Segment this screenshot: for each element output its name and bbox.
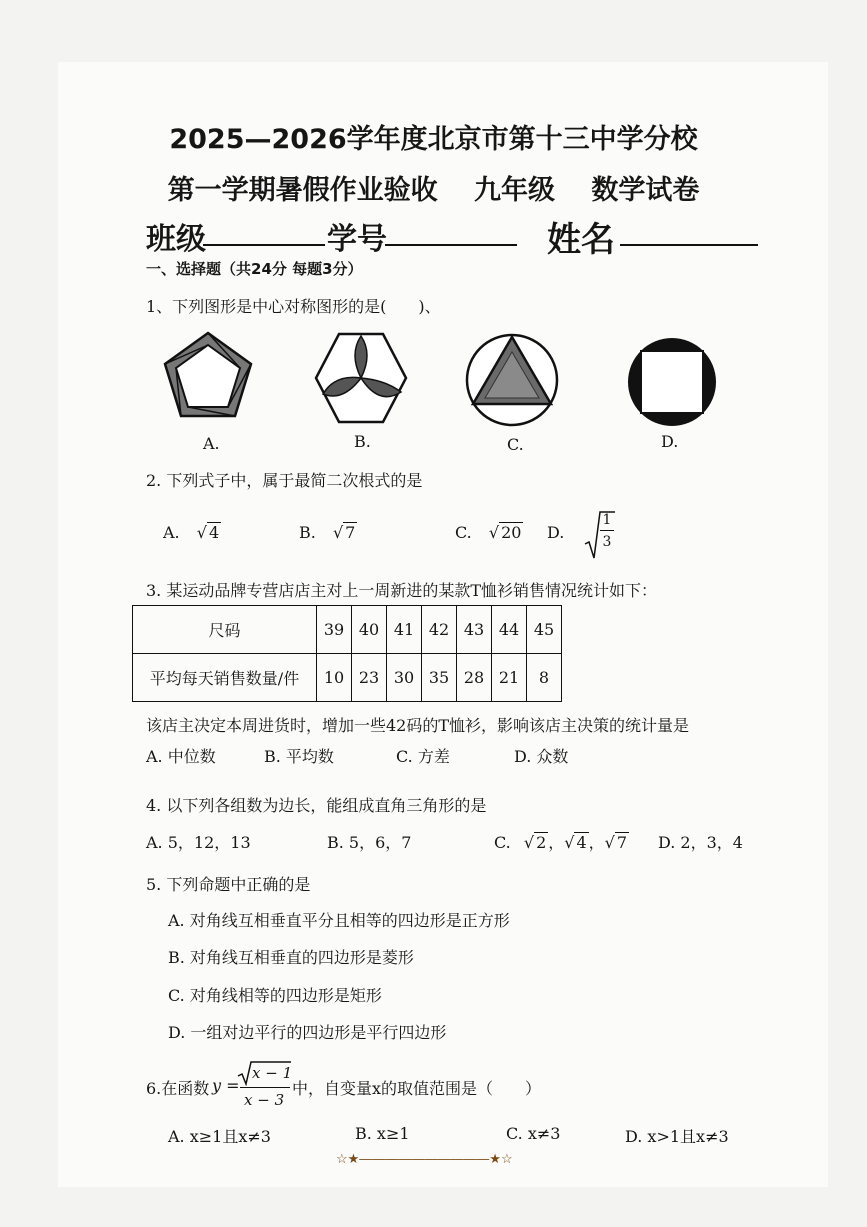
figure-a-pentagon-icon bbox=[160, 328, 260, 424]
q6-option-d: D. x>1且x≠3 bbox=[625, 1127, 729, 1146]
table-header-size: 尺码 bbox=[133, 606, 317, 654]
q5-option-d: D. 一组对边平行的四边形是平行四边形 bbox=[168, 1023, 447, 1042]
question-4-stem: 4. 以下列各组数为边长，能组成直角三角形的是 bbox=[146, 796, 487, 815]
q5-option-a: A. 对角线互相垂直平分且相等的四边形是正方形 bbox=[168, 911, 510, 930]
name-field[interactable] bbox=[620, 244, 758, 246]
question-3-followup: 该店主决定本周进货时，增加一些42码的T恤衫，影响该店主决策的统计量是 bbox=[146, 716, 690, 735]
question-3-stem: 3. 某运动品牌专营店店主对上一周新进的某款T恤衫销售情况统计如下： bbox=[146, 581, 658, 600]
figure-b-hexagon-icon bbox=[313, 332, 409, 424]
exam-title: 2025—2026学年度北京市第十三中学分校 bbox=[169, 124, 698, 155]
q2-option-a-label: A. bbox=[163, 523, 180, 542]
q2-option-a-radicand: 4 bbox=[208, 523, 220, 542]
section-heading: 一、选择题（共24分 每题3分） bbox=[146, 260, 363, 278]
table-cell: 41 bbox=[387, 606, 422, 654]
q4-radicand: 4 bbox=[576, 833, 587, 852]
q6-option-b: B. x≥1 bbox=[355, 1124, 410, 1143]
q3-option-d: D. 众数 bbox=[514, 747, 569, 766]
q2-option-b-radicand: 7 bbox=[345, 523, 356, 542]
q2-option-b-label: B. bbox=[299, 523, 316, 542]
function-lhs: y = bbox=[212, 1076, 240, 1095]
q2-option-d-label: D. bbox=[547, 523, 565, 542]
separator: ， bbox=[548, 833, 565, 852]
q4-option-c-label: C. bbox=[494, 833, 511, 852]
question-2-stem: 2. 下列式子中，属于最简二次根式的是 bbox=[146, 471, 423, 490]
table-cell: 40 bbox=[352, 606, 387, 654]
table-header-count: 平均每天销售数量/件 bbox=[133, 654, 317, 702]
q4-option-a: A. 5，12，13 bbox=[146, 833, 251, 852]
function-numerator: x − 1 bbox=[252, 1064, 293, 1082]
table-row bbox=[133, 606, 562, 654]
question-6-stem-suffix: 中，自变量x的取值范围是（ ） bbox=[292, 1079, 542, 1098]
figure-d-label: D. bbox=[661, 432, 679, 451]
q6-option-a: A. x≥1且x≠3 bbox=[168, 1127, 271, 1146]
q2-option-c-label: C. bbox=[455, 523, 472, 542]
table-cell: 43 bbox=[457, 606, 492, 654]
fraction-bar bbox=[240, 1087, 290, 1088]
q3-option-b: B. 平均数 bbox=[264, 747, 334, 766]
q2-option-d-denominator: 3 bbox=[602, 534, 612, 550]
table-cell: 21 bbox=[492, 654, 527, 702]
q3-option-a: A. 中位数 bbox=[146, 747, 216, 766]
figure-c-label: C. bbox=[507, 435, 524, 454]
fraction-bar bbox=[600, 530, 614, 531]
sales-table bbox=[132, 605, 562, 702]
table-cell: 42 bbox=[422, 606, 457, 654]
table-cell: 45 bbox=[527, 606, 562, 654]
q4-option-c: C. √ 2 ，√ 4 ，√ 7 bbox=[494, 833, 628, 852]
figure-d-circle-square-icon bbox=[626, 336, 718, 428]
table-cell: 28 bbox=[457, 654, 492, 702]
table-row bbox=[133, 654, 562, 702]
table-cell: 39 bbox=[317, 606, 352, 654]
function-denominator: x − 3 bbox=[244, 1091, 285, 1109]
question-5-stem: 5. 下列命题中正确的是 bbox=[146, 875, 311, 894]
exam-subtitle: 第一学期暑假作业验收 九年级 数学试卷 bbox=[167, 175, 700, 206]
figure-a-label: A. bbox=[203, 434, 220, 453]
figure-c-circle-triangle-icon bbox=[464, 332, 560, 428]
q5-option-c: C. 对角线相等的四边形是矩形 bbox=[168, 986, 382, 1005]
q2-option-c: C. √ 20 bbox=[455, 523, 522, 542]
question-6-stem-prefix: 6.在函数 bbox=[146, 1079, 210, 1098]
q4-option-d: D. 2，3，4 bbox=[658, 833, 743, 852]
table-cell: 8 bbox=[527, 654, 562, 702]
name-label: 姓名 bbox=[547, 220, 615, 260]
table-cell: 23 bbox=[352, 654, 387, 702]
table-cell: 10 bbox=[317, 654, 352, 702]
class-label: 班级 bbox=[146, 222, 206, 257]
separator: ， bbox=[588, 833, 605, 852]
q2-option-d-numerator: 1 bbox=[602, 512, 612, 528]
q6-option-c: C. x≠3 bbox=[506, 1124, 561, 1143]
student-number-field[interactable] bbox=[385, 244, 517, 246]
q4-option-b: B. 5，6，7 bbox=[327, 833, 412, 852]
q4-radicand: 2 bbox=[536, 833, 547, 852]
q2-option-a: A. √ 4 bbox=[163, 523, 220, 542]
table-cell: 30 bbox=[387, 654, 422, 702]
table-cell: 44 bbox=[492, 606, 527, 654]
q2-option-c-radicand: 20 bbox=[501, 523, 522, 542]
class-field[interactable] bbox=[203, 244, 325, 246]
footer-mark: ☆★――――――――――★☆ bbox=[336, 1152, 513, 1167]
question-1-stem: 1、下列图形是中心对称图形的是( )、 bbox=[146, 297, 441, 316]
q4-radicand: 7 bbox=[616, 833, 628, 852]
student-number-label: 学号 bbox=[327, 222, 387, 257]
figure-b-label: B. bbox=[354, 432, 371, 451]
table-cell: 35 bbox=[422, 654, 457, 702]
q5-option-b: B. 对角线互相垂直的四边形是菱形 bbox=[168, 948, 414, 967]
q3-option-c: C. 方差 bbox=[396, 747, 450, 766]
q2-option-b: B. √ 7 bbox=[299, 523, 356, 542]
